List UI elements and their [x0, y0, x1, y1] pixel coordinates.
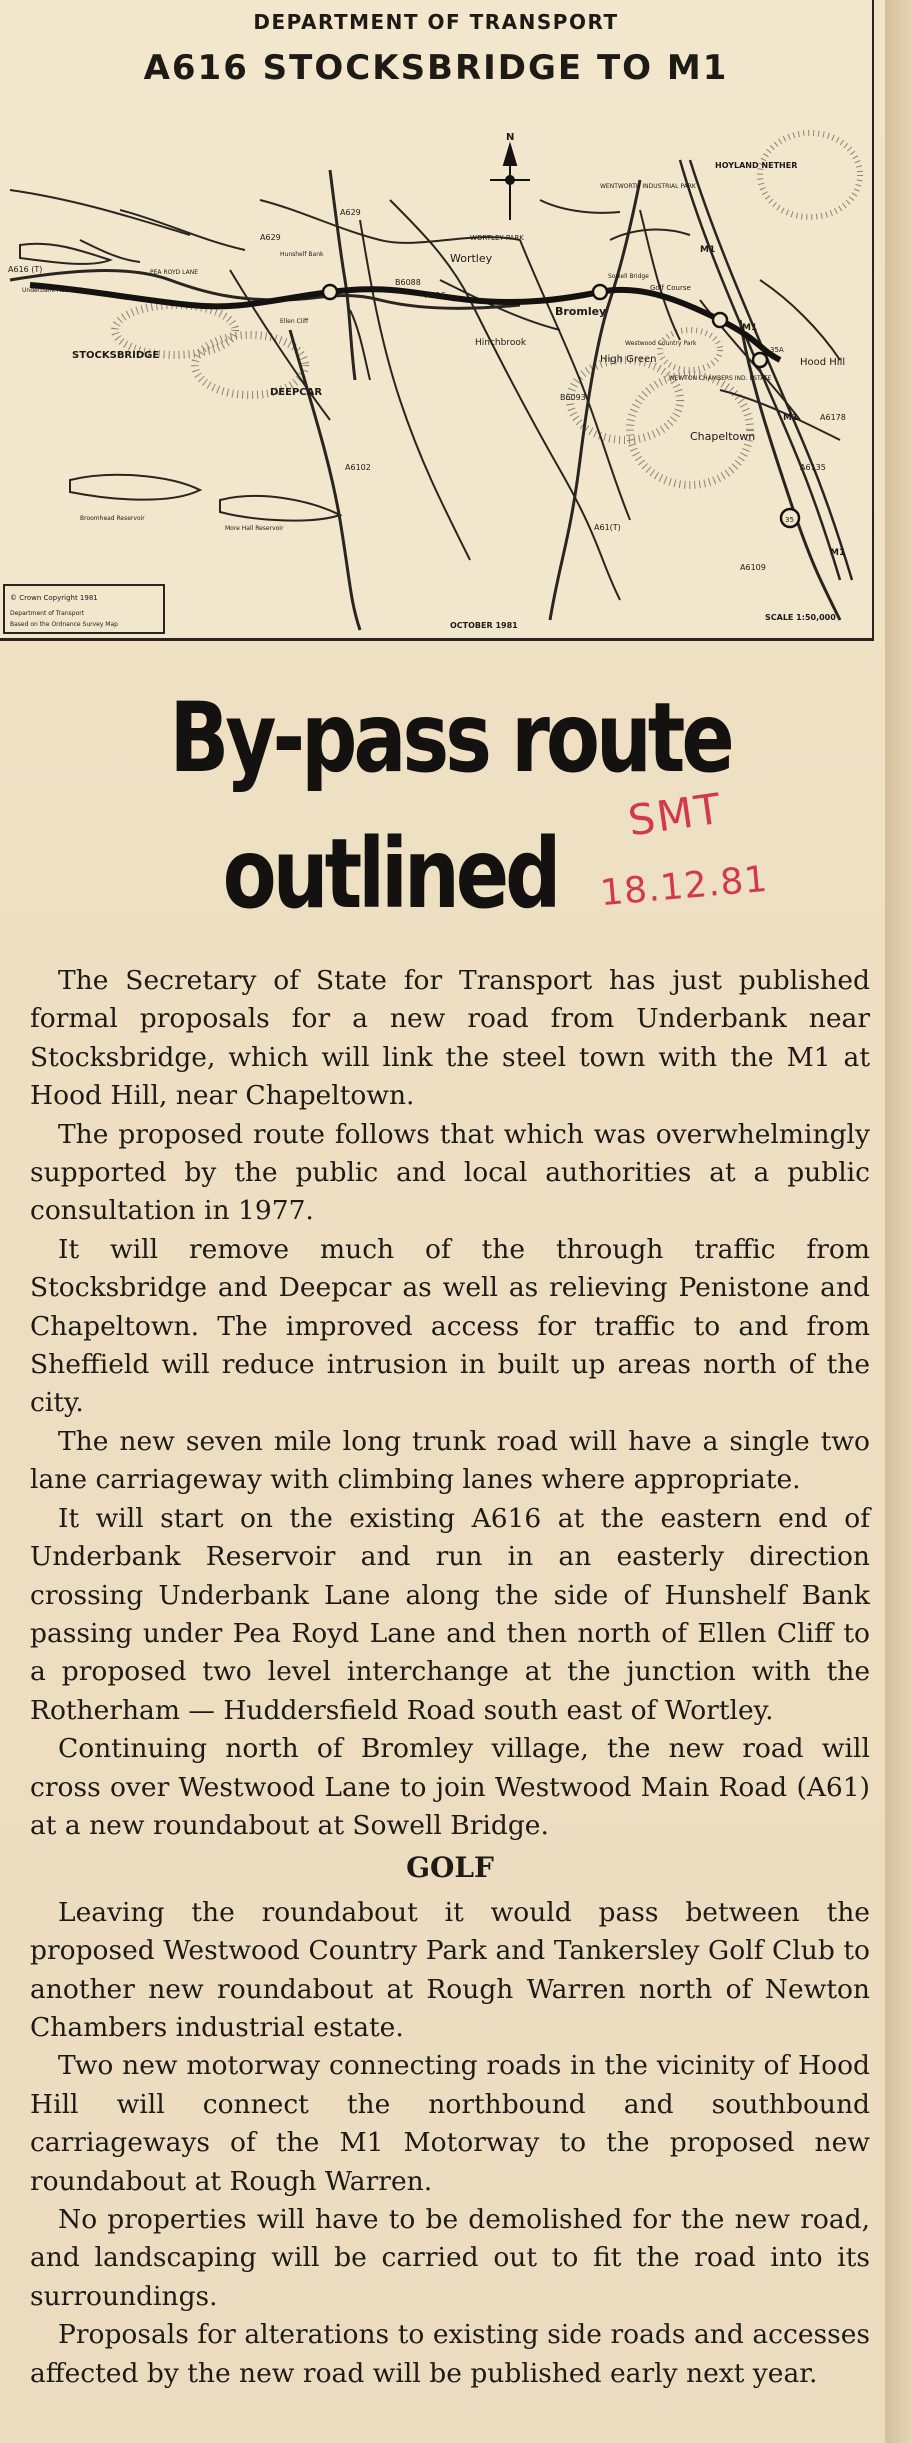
minor-roads [10, 190, 840, 600]
label-more-hall: More Hall Reservoir [225, 525, 284, 532]
dept-note-2: Based on the Ordnance Survey Map [10, 621, 118, 628]
article-paragraph: Two new motorway connecting roads in the vicinity of Hood Hill will connect the northbound and southbound carriageways of the M1 Motorway to the proposed new roundabout at Rough Warren. [30, 2050, 870, 2197]
sowell-bridge-roundabout [593, 285, 607, 299]
article-paragraph: The proposed route follows that which was overwhelmingly supported by the public and local authorities at a public consultation in 1977. [30, 1118, 870, 1227]
headline-line-2: outlined [222, 818, 558, 930]
m1-motorway [680, 160, 852, 580]
road-jn-35: 35 [785, 516, 794, 524]
map-date: OCTOBER 1981 [450, 621, 518, 630]
label-broomhead: Broomhead Reservoir [80, 515, 145, 522]
label-chapeltown: Chapeltown [690, 430, 756, 443]
road-b6093: B6093 [560, 393, 586, 402]
road-a61: A61(T) [594, 523, 621, 532]
article-paragraph: No properties will have to be demolished for the new road, and landscaping will be carried out to fit the road into its surroundings. [30, 2204, 870, 2312]
label-wentworth-park: WENTWORTH INDUSTRIAL PARK [600, 183, 696, 190]
article-paragraph: Continuing north of Bromley village, the new road will cross over Westwood Lane to join Westwood Main Road (A61) at a new roundabout at Sowell Bridge. [30, 1733, 870, 1841]
wortley-interchange [323, 285, 337, 299]
junctions [323, 285, 799, 527]
road-m1-a: M1 [700, 245, 716, 255]
headline-line-1: By-pass route [169, 682, 731, 794]
road-m1-d: M1 [742, 323, 758, 333]
paper-edge [885, 0, 912, 2443]
newton-area [660, 330, 720, 370]
hoyland-area [760, 133, 860, 217]
handwritten-date: 18.12.81 [598, 858, 770, 915]
label-bromley: Bromley [555, 305, 607, 318]
label-wortley: Wortley [450, 252, 493, 265]
road-a616-west: A616 (T) [8, 265, 43, 274]
main-roads [10, 170, 840, 630]
route-map [0, 0, 872, 636]
label-sowell-bridge: Sowell Bridge [608, 273, 649, 280]
road-m1-b: M1 [783, 413, 799, 423]
road-a6102: A6102 [345, 463, 371, 472]
article-paragraph: Leaving the roundabout it would pass between the proposed Westwood Country Park and Tankersley Golf Club to another new roundabout at Rough Warren north of Newton Chambers industrial estate. [30, 1896, 870, 2043]
label-hinchbrook: Hinchbrook [475, 338, 527, 348]
road-m1-c: M1 [830, 548, 846, 558]
high-green-area [570, 360, 680, 440]
label-hood-hill: Hood Hill [800, 357, 846, 368]
road-b6088: B6088 [395, 278, 421, 287]
road-a629b: A629 [260, 233, 281, 242]
article-paragraph: The Secretary of State for Transport has just published formal proposals for a new road from Underbank near Stocksbridge, which will link the steel town with the M1 at Hood Hill, near Chapeltown. [30, 965, 870, 1112]
stocksbridge-area [115, 305, 235, 355]
map-panel [0, 0, 874, 641]
junction-35a [753, 353, 767, 367]
north-label: N [506, 132, 515, 143]
crown-copyright: © Crown Copyright 1981 [10, 594, 98, 602]
map-title: A616 STOCKSBRIDGE TO M1 [143, 48, 729, 88]
label-westwood-park: Westwood Country Park [625, 340, 697, 347]
label-underbank: Underbank Reservoir [22, 287, 86, 294]
road-a6178: A6178 [820, 413, 846, 422]
road-a629: A629 [340, 208, 361, 217]
road-jn-35a: 35A [770, 346, 784, 354]
article-paragraph: The new seven mile long trunk road will have a single two lane carriageway with climbing lanes where appropriate. [30, 1425, 870, 1496]
deepcar-area [195, 335, 305, 395]
dept-note: Department of Transport [10, 610, 85, 617]
label-hoyland-nether: HOYLAND NETHER [715, 161, 798, 170]
label-wortley-park: WORTLEY PARK [470, 234, 524, 242]
label-newton-chambers: NEWTON CHAMBERS IND. ESTATE [670, 375, 772, 382]
label-deepcar: DEEPCAR [270, 387, 323, 398]
north-arrow [490, 145, 530, 220]
handwritten-initials: SMT [625, 783, 726, 846]
article-paragraph: It will start on the existing A616 at the eastern end of Underbank Reservoir and run in an easterly direction crossing Underbank Lane along the side of Hunshelf Bank passing under Pea Royd Lane and then north of Ellen Cliff to a proposed two level interchange at the junction with the Rotherham — Huddersfield Road south east of Wortley. [30, 1502, 870, 1726]
department-heading: DEPARTMENT OF TRANSPORT [253, 10, 619, 34]
road-a6109: A6109 [740, 563, 766, 572]
road-a616-east: A616 [425, 291, 446, 300]
a629-road [330, 170, 355, 380]
map-scale: SCALE 1:50,000 [765, 613, 836, 622]
label-high-green: High Green [600, 354, 657, 365]
article-paragraph: It will remove much of the through traffic from Stocksbridge and Deepcar as well as relieving Penistone and Chapeltown. The improved access for traffic to and from Sheffield will reduce intrusion in built up areas north of the city. [30, 1233, 870, 1419]
proposed-route [30, 285, 780, 360]
more-hall-reservoir [220, 496, 340, 521]
label-golf-course: Golf Course [650, 284, 691, 292]
label-stocksbridge: STOCKSBRIDGE [72, 350, 160, 361]
broomhead-reservoir [70, 475, 200, 500]
road-a6135: A6135 [800, 463, 826, 472]
article-paragraph: Proposals for alterations to existing side roads and accesses affected by the new road will be published early next year. [30, 2319, 870, 2389]
underbank-reservoir [20, 244, 110, 264]
rough-warren-roundabout [713, 313, 727, 327]
article-body [30, 962, 870, 2393]
reservoirs [20, 244, 340, 521]
label-pea-royd-lane: PEA ROYD LANE [150, 269, 199, 276]
label-ellen-cliff: Ellen Cliff [280, 318, 309, 325]
label-hunshelf: Hunshelf Bank [280, 251, 324, 258]
article-subheading: GOLF [406, 1851, 494, 1885]
a6102-road [290, 330, 360, 630]
